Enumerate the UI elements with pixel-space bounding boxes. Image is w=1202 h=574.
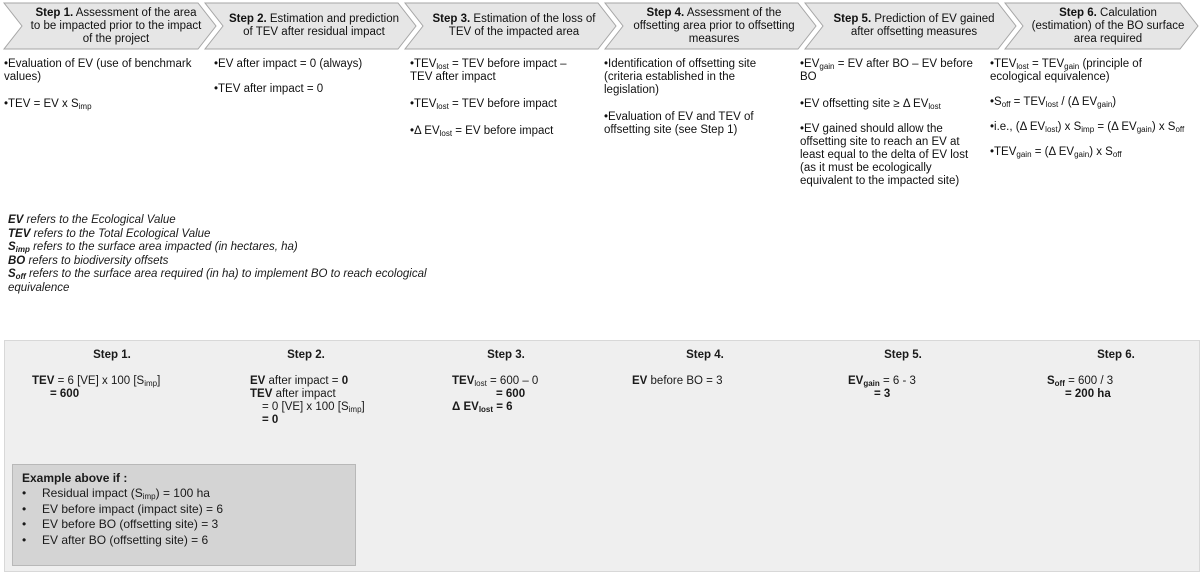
step-1-bullet-2: •TEV = EV x $S_{imp}$ — [4, 98, 92, 111]
example-step-6-title: Step 6. — [1097, 349, 1135, 361]
example-box-title: Example above if : — [22, 471, 128, 485]
example-step-1-title: Step 1. — [93, 349, 131, 361]
step-4-bullet-1: •Identification of offsetting site (criteria established in the legislation) — [604, 58, 757, 96]
example-step-2-calc: EV after impact = 0 TEV after impact = 0 [VE] x 100 $[S_{imp}]$ = 0 — [250, 375, 365, 426]
step-5-bullet-3: •EV gained should allow the offsetting site to reach an EV at least equal to the delta of EV lost (as it must be ecologically equivalent to the impacted site) — [800, 123, 969, 187]
step-4-header: Step 4. Assessment of the offsetting area prior to offsetting measures — [633, 6, 795, 45]
step-3-bullet-2: $•TEV_{lost}$ = TEV before impact — [410, 98, 557, 111]
step-3-bullet-1: $•TEV_{lost}$ = TEV before impact – TEV after impact — [410, 58, 567, 83]
step-5-header: Step 5. Prediction of EV gained after offsetting measures — [833, 13, 995, 38]
abbreviation-legend — [8, 214, 478, 295]
step-3-header: Step 3. Estimation of the loss of TEV of the impacted area — [432, 13, 596, 38]
assumption-ev-after-bo: • EV after BO (offsetting site) = 6 — [22, 533, 223, 549]
step-2-bullet-1: •EV after impact = 0 (always) — [214, 58, 363, 70]
legend-simp: $S_{imp}$ refers to the surface area impacted (in hectares, ha) — [8, 241, 298, 254]
example-assumptions-list — [22, 486, 223, 548]
step-6-header: Step 6. Calculation (estimation) of the BO surface area required — [1031, 6, 1185, 45]
example-step-5-calc: $EV_{gain} = 6 - 3$ = 3 — [848, 375, 916, 400]
step-2-details — [214, 58, 404, 107]
step-6-details — [990, 58, 1196, 170]
example-step-3-calc: $TEV_{lost} = 600 - 0$ = 600 Δ $EV_{lost} = 6$ — [452, 375, 539, 414]
step-6-bullet-4: $•TEV_{gain} = (\Delta$ $EV_{gain}$) x $S_{off}$ — [990, 146, 1122, 159]
example-step-3-title: Step 3. — [487, 349, 525, 361]
step-6-bullet-1: $•TEV_{lost} = TEV_{gain}$ (principle of ecological equivalence) — [990, 58, 1142, 83]
example-assumptions-box — [12, 464, 356, 566]
example-step-1-calc: TEV = 6 [VE] x 100 $[S_{imp}]$ = 600 — [32, 375, 161, 400]
step-3-details — [410, 58, 582, 149]
assumption-ev-before-impact: • EV before impact (impact site) = 6 — [22, 502, 223, 518]
step-6-bullet-2: $•S_{off} = TEV_{lost} / (\Delta$ $EV_{gain}$) — [990, 96, 1117, 109]
step-2-bullet-2: •TEV after impact = 0 — [214, 83, 324, 95]
step-1-header: Step 1. Assessment of the area to be impacted prior to the impact of the project — [30, 6, 202, 45]
legend-ev: EV refers to the Ecological Value — [8, 214, 176, 226]
example-step-5-title: Step 5. — [884, 349, 922, 361]
example-step-4-title: Step 4. — [686, 349, 724, 361]
example-step-6-calc: $S_{off} = 600 / 3$ = 200 ha — [1047, 375, 1114, 400]
legend-soff: $S_{off}$ refers to the surface area required (in ha) to implement BO to reach ecological equivalence — [8, 268, 427, 294]
step-1-details — [4, 58, 200, 122]
example-step-2-title: Step 2. — [287, 349, 325, 361]
step-1-bullet-1: •Evaluation of EV (use of benchmark values) — [4, 58, 192, 83]
legend-bo: BO refers to biodiversity offsets — [8, 254, 169, 267]
step-5-details — [800, 58, 978, 199]
step-3-bullet-3: •Δ $EV_{lost}$ = EV before impact — [410, 125, 554, 138]
legend-tev: TEV refers to the Total Ecological Value — [8, 227, 211, 240]
step-4-bullet-2: •Evaluation of EV and TEV of offsetting site (see Step 1) — [604, 111, 754, 136]
step-2-header: Step 2. Estimation and prediction of TEV after residual impact — [228, 13, 400, 38]
example-step-4-calc: EV before BO = 3 — [632, 375, 723, 387]
step-6-bullet-3: •i.e., (Δ $EV_{lost}$) x $S_{imp} = (\Delta$ $EV_{gain}$) x $S_{off}$ — [990, 121, 1185, 134]
step-5-bullet-2: •EV offsetting site ≥ Δ $EV_{lost}$ — [800, 98, 941, 111]
step-4-details — [604, 58, 784, 148]
assumption-residual-impact: • Residual impact $(S_{imp}) = 100$ ha — [22, 486, 223, 502]
step-5-bullet-1: $•EV_{gain}$ = EV after BO – EV before BO — [800, 58, 973, 83]
assumption-ev-before-bo: • EV before BO (offsetting site) = 3 — [22, 517, 223, 533]
